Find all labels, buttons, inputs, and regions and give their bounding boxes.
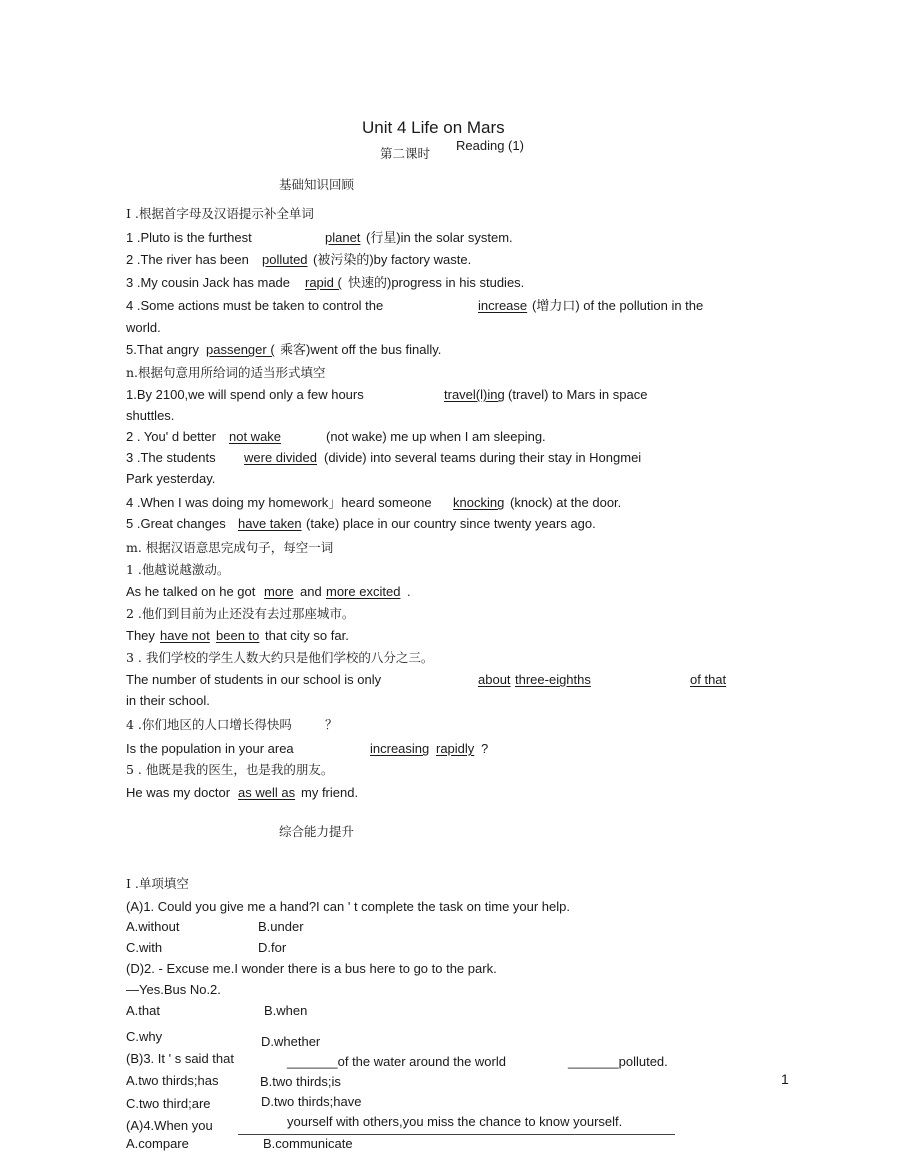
option-d: D.two thirds;have: [261, 1094, 362, 1109]
q-chinese: 4 .你们地区的人口增长得快吗: [126, 717, 292, 732]
q-text: 4 .Some actions must be taken to control the: [126, 298, 384, 313]
section-heading-advanced: 综合能力提升: [279, 824, 355, 839]
q-reply: —Yes.Bus No.2.: [126, 982, 221, 997]
option-a: A.compare: [126, 1136, 189, 1151]
q-chinese: 1 .他越说越激动。: [126, 562, 230, 577]
q-text: shuttles.: [126, 408, 175, 423]
q-text: 4 .When I was doing my homework」heard someone: [126, 495, 432, 510]
q-text: 5 .Great changes: [126, 516, 226, 531]
option-c: C.why: [126, 1029, 163, 1044]
q-text: .: [407, 584, 411, 599]
q-text: (divide) into several teams during their stay in Hongmei: [324, 450, 642, 465]
q-text: They: [126, 628, 155, 643]
option-b: B.two thirds;is: [260, 1074, 341, 1089]
answer: about: [478, 672, 511, 687]
answer: rapid (: [305, 275, 342, 290]
q-text: ?: [481, 741, 489, 756]
q-text: As he talked on he got: [126, 584, 256, 599]
q-text: 3 .The students: [126, 450, 216, 465]
answer: passenger (: [206, 342, 275, 357]
q-text: 3 .My cousin Jack has made: [126, 275, 291, 290]
divider-line: [238, 1134, 675, 1135]
answer: increasing: [370, 741, 430, 756]
part4-heading: I .单项填空: [126, 876, 189, 891]
q-text: (not wake) me up when I am sleeping.: [326, 429, 546, 444]
q-text: 快速的)progress in his studies.: [348, 275, 525, 290]
page-title: Unit 4 Life on Mars: [362, 118, 505, 137]
part1-heading: I .根据首字母及汉语提示补全单词: [126, 206, 314, 221]
q-text: and: [300, 584, 322, 599]
reading-subtitle: Reading (1): [456, 138, 524, 153]
option-a: A.that: [126, 1003, 160, 1018]
q-text: Park yesterday.: [126, 471, 216, 486]
q-text: yourself with others,you miss the chance to know yourself.: [287, 1114, 623, 1129]
q-chinese: 3 . 我们学校的学生人数大约只是他们学校的八分之三。: [126, 650, 434, 665]
q-text: (take) place in our country since twenty years ago.: [306, 516, 596, 531]
q-text: (行星)in the solar system.: [366, 230, 513, 245]
q-text: that city so far.: [265, 628, 349, 643]
q-text: Is the population in your area: [126, 741, 294, 756]
q-blank: _______polluted.: [568, 1054, 668, 1069]
q-text: in their school.: [126, 693, 210, 708]
option-c: C.with: [126, 940, 163, 955]
option-b: B.when: [264, 1003, 308, 1018]
answer: as well as: [238, 785, 296, 800]
q-text: world.: [126, 320, 161, 335]
section-heading-basic: 基础知识回顾: [279, 177, 355, 192]
answer: more excited: [326, 584, 401, 599]
answer: been to: [216, 628, 260, 643]
q-text: The number of students in our school is only: [126, 672, 382, 687]
q-text: (knock) at the door.: [510, 495, 622, 510]
answer: planet: [325, 230, 361, 245]
q-text: (travel) to Mars in space: [508, 387, 648, 402]
option-b: B.communicate: [263, 1136, 353, 1151]
option-c: C.two third;are: [126, 1096, 211, 1111]
answer: rapidly: [436, 741, 475, 756]
lesson-label: 第二课时: [380, 146, 431, 161]
q-text: 1.By 2100,we will spend only a few hours: [126, 387, 364, 402]
q-text: 2 .The river has been: [126, 252, 249, 267]
q-chinese: 2 .他们到目前为止还没有去过那座城市。: [126, 606, 355, 621]
answer: three-eighths: [515, 672, 591, 687]
q-chinese: ？: [325, 717, 338, 732]
q-text: (增力口) of the pollution in the: [532, 298, 704, 313]
option-a: A.two thirds;has: [126, 1073, 219, 1088]
answer: have not: [160, 628, 210, 643]
q-text: 5.That angry: [126, 342, 199, 357]
q-text: He was my doctor: [126, 785, 231, 800]
answer: have taken: [238, 516, 302, 531]
q-text: 乘客)went off the bus finally.: [280, 342, 442, 357]
answer: travel(l)ing: [444, 387, 505, 402]
option-a: A.without: [126, 919, 180, 934]
answer: of that: [690, 672, 727, 687]
part2-heading: n.根据句意用所给词的适当形式填空: [126, 365, 326, 380]
answer: not wake: [229, 429, 282, 444]
q-text: 2 . You' d better: [126, 429, 216, 444]
q-stem: (D)2. - Excuse me.I wonder there is a bus here to go to the park.: [126, 961, 497, 976]
option-b: B.under: [258, 919, 304, 934]
q-blank: _______of the water around the world: [287, 1054, 506, 1069]
q-stem: (A)1. Could you give me a hand?I can ' t complete the task on time your help.: [126, 899, 570, 914]
q-chinese: 5 . 他既是我的医生，也是我的朋友。: [126, 762, 334, 777]
answer: were divided: [244, 450, 317, 465]
answer: increase: [478, 298, 528, 313]
answer: knocking: [453, 495, 505, 510]
q-text: 1 .Pluto is the furthest: [126, 230, 252, 245]
option-d: D.whether: [261, 1034, 321, 1049]
q-stem: (A)4.When you: [126, 1118, 213, 1133]
q-stem: (B)3. It ' s said that: [126, 1051, 234, 1066]
option-d: D.for: [258, 940, 287, 955]
page-number: 1: [781, 1071, 789, 1087]
q-text: (被污染的)by factory waste.: [313, 252, 472, 267]
answer: more: [264, 584, 294, 599]
answer: polluted: [262, 252, 308, 267]
part3-heading: m. 根据汉语意思完成句子，每空一词: [126, 540, 334, 555]
q-text: my friend.: [301, 785, 359, 800]
